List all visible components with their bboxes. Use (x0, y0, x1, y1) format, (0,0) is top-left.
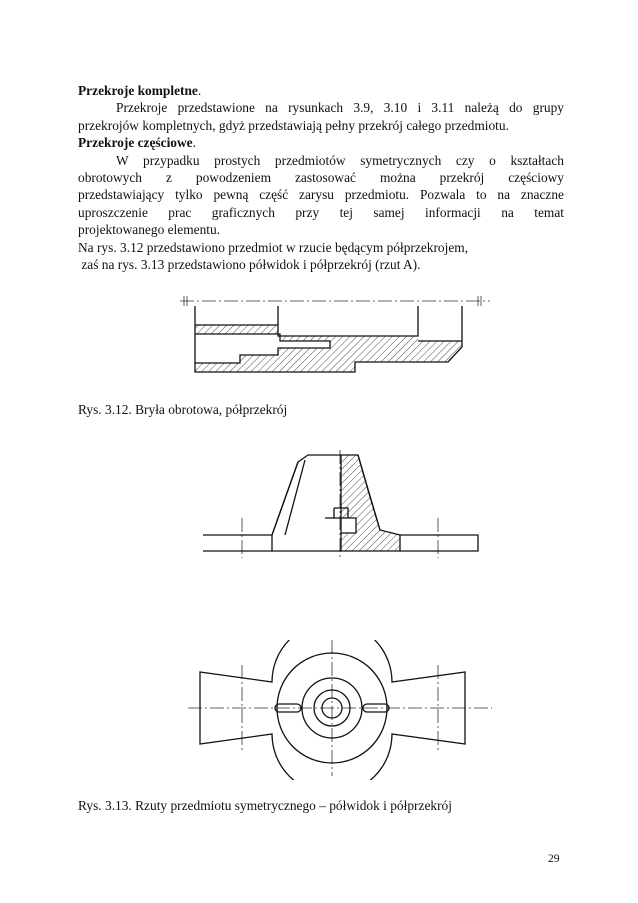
page-number: 29 (548, 853, 560, 865)
paragraph-2-line-5: projektowanego elementu. (78, 222, 221, 238)
figure-3-13-top-view (0, 640, 638, 780)
paragraph-1-line-1: Przekroje przedstawione na rysunkach 3.9, 3.10 i 3.11 należą do grupy (116, 100, 564, 116)
paragraph-2-line-2: obrotowych z powodzeniem zastosować można przekrój częściowy (78, 170, 564, 186)
heading-complete-sections: Przekroje kompletne. (78, 83, 202, 98)
paragraph-2-line-1: W przypadku prostych przedmiotów symetrycznych czy o kształtach (116, 152, 564, 168)
figure-3-12-caption: Rys. 3.12. Bryła obrotowa, półprzekrój (78, 402, 288, 417)
paragraph-2-line-4: uproszczenie prac graficznych przy tej samej informacji na temat (78, 204, 564, 220)
paragraph-1-line-2: przekrojów kompletnych, gdyż przedstawiają pełny przekrój całego przedmiotu. (78, 117, 509, 133)
paragraph-3-line-2: zaś na rys. 3.13 przedstawiono półwidok i półprzekrój (rzut A). (78, 257, 421, 273)
figure-3-13-caption: Rys. 3.13. Rzuty przedmiotu symetrycznego – półwidok i półprzekrój (78, 798, 452, 813)
paragraph-3-line-1: Na rys. 3.12 przedstawiono przedmiot w rzucie będącym półprzekrojem, (78, 239, 469, 255)
paragraph-2-line-3: przedstawiający tylko pewną część zarysu przedmiotu. Pozwala to na znaczne (78, 187, 564, 203)
figure-3-13-front-view (0, 450, 638, 560)
body-text (78, 82, 564, 273)
figure-3-12-drawing (0, 290, 638, 390)
heading-partial-sections: Przekroje częściowe. (78, 135, 196, 151)
